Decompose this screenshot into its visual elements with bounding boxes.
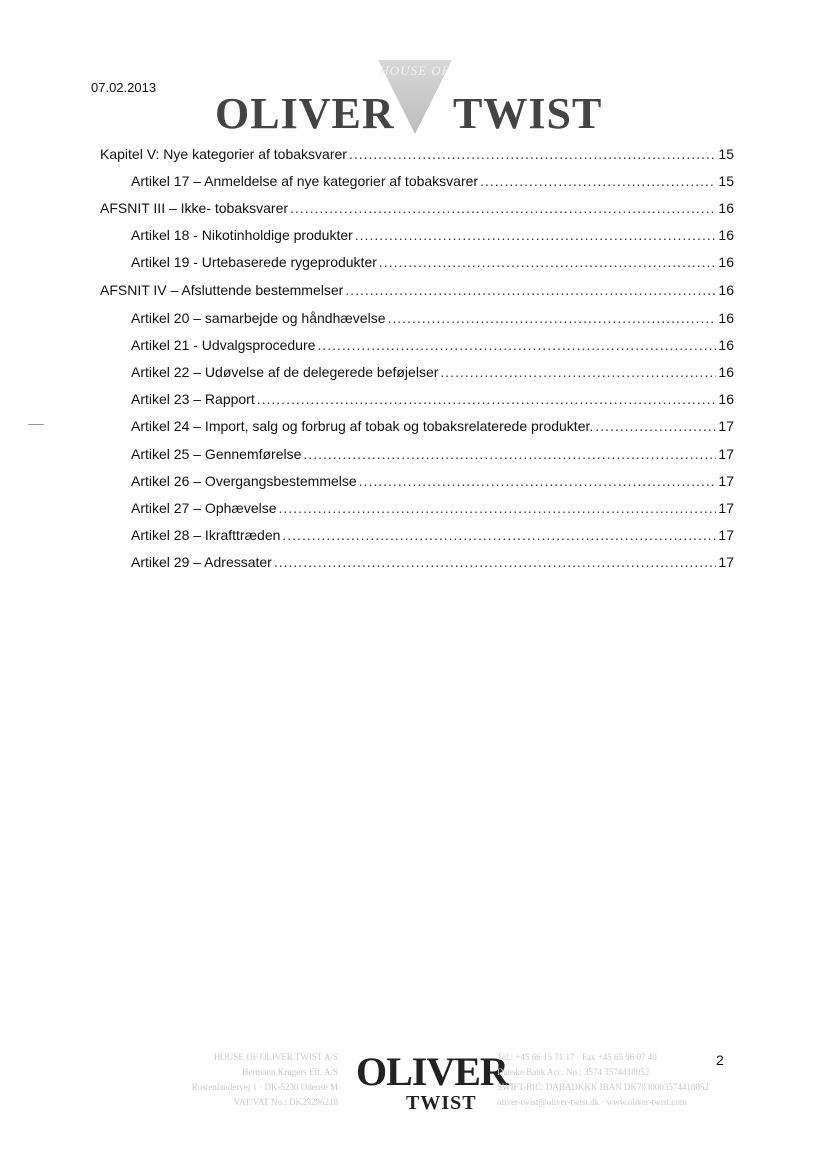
- toc-entry[interactable]: [131, 227, 734, 243]
- toc-entry[interactable]: [131, 337, 734, 353]
- toc-entry-title: Artikel 22 – Udøvelse af de delegerede beføjelser: [131, 364, 439, 380]
- toc-entry[interactable]: [131, 473, 734, 489]
- toc-entry-title: Artikel 26 – Overgangsbestemmelse: [131, 473, 357, 489]
- toc-entry[interactable]: [131, 554, 734, 570]
- toc-entry-page: 17: [718, 418, 734, 434]
- toc-dot-leader: [345, 282, 716, 298]
- toc-entry-page: 17: [718, 473, 734, 489]
- page-number: 2: [716, 1052, 724, 1068]
- toc-entry[interactable]: [131, 254, 734, 270]
- toc-entry[interactable]: [100, 146, 734, 162]
- toc-dot-leader: [379, 254, 716, 270]
- toc-entry[interactable]: [100, 282, 734, 298]
- toc-entry-title: Artikel 17 – Anmeldelse af nye kategorier af tobaksvarer: [131, 173, 479, 189]
- toc-entry-title: Artikel 19 - Urtebaserede rygeprodukter: [131, 254, 377, 270]
- margin-dash: [28, 424, 44, 425]
- toc-entry[interactable]: [131, 500, 734, 516]
- toc-entry-title: Artikel 27 – Ophævelse: [131, 500, 277, 516]
- toc-entry-title: Artikel 21 - Udvalgsprocedure: [131, 337, 316, 353]
- toc-entry-title: Kapitel V: Nye kategorier af tobaksvarer: [100, 146, 347, 162]
- toc-dot-leader: [317, 337, 716, 353]
- toc-entry-page: 17: [718, 500, 734, 516]
- logo-house-of: HOUSE OF: [379, 63, 451, 78]
- footer-contact-info: [497, 1050, 787, 1110]
- toc-entry[interactable]: [131, 173, 734, 189]
- footer-company-info: [110, 1050, 338, 1110]
- footer-logo-oliver: OLIVER: [356, 1049, 508, 1094]
- toc-entry[interactable]: [131, 310, 734, 326]
- toc-dot-leader: [359, 473, 716, 489]
- toc-entry-page: 16: [718, 337, 734, 353]
- toc-dot-leader: [279, 500, 716, 516]
- toc-dot-leader: [349, 146, 716, 162]
- footer-logo-twist: TWIST: [406, 1092, 477, 1114]
- footer-line: Tel.: +45 66 15 71 17 · Fax +45 65 96 07 40: [497, 1052, 657, 1062]
- toc-entry-page: 16: [718, 254, 734, 270]
- toc-entry-page: 15: [718, 146, 734, 162]
- toc-dot-leader: [282, 527, 716, 543]
- toc-entry-title: Artikel 25 – Gennemførelse: [131, 446, 302, 462]
- toc-entry[interactable]: [100, 200, 734, 216]
- footer-line: oliver-twist@oliver-twist.dk · www.oliver-twist.com: [497, 1097, 687, 1107]
- toc-dot-leader: [274, 554, 716, 570]
- footer-line: Danske Bank Acc. No.: 3574 3574418052: [497, 1067, 650, 1077]
- toc-entry-page: 16: [718, 364, 734, 380]
- toc-entry-title: Artikel 24 – Import, salg og forbrug af tobak og tobaksrelaterede produkter.: [131, 418, 594, 434]
- toc-entry-page: 17: [718, 554, 734, 570]
- toc-entry-title: Artikel 20 – samarbejde og håndhævelse: [131, 310, 386, 326]
- toc-entry[interactable]: [131, 446, 734, 462]
- toc-dot-leader: [480, 173, 716, 189]
- toc-entry-page: 16: [718, 282, 734, 298]
- toc-dot-leader: [388, 310, 717, 326]
- logo-word-twist: TWIST: [453, 89, 603, 138]
- footer-line: VAT/VAT No.: DK29296218: [233, 1097, 338, 1107]
- logo-word-oliver: OLIVER: [215, 89, 395, 138]
- toc-entry-title: Artikel 29 – Adressater: [131, 554, 272, 570]
- toc-entry-page: 16: [718, 391, 734, 407]
- toc-entry-title: Artikel 28 – Ikrafttræden: [131, 527, 281, 543]
- toc-entry[interactable]: [131, 364, 734, 380]
- house-of-oliver-twist-logo: [215, 60, 603, 140]
- footer-line: Hermann Krugers Eft. A/S: [242, 1067, 338, 1077]
- toc-dot-leader: [257, 391, 716, 407]
- toc-entry-page: 16: [718, 200, 734, 216]
- date-label: 07.02.2013: [91, 80, 157, 95]
- toc-dot-leader: [303, 446, 716, 462]
- toc-entry-page: 17: [718, 446, 734, 462]
- footer-line: HOUSE OF OLIVER TWIST A/S: [213, 1052, 338, 1062]
- toc-entry[interactable]: [131, 418, 734, 434]
- toc-entry-title: AFSNIT III – Ikke- tobaksvarer: [100, 200, 289, 216]
- footer-oliver-twist-logo: [342, 1048, 508, 1120]
- toc-dot-leader: [440, 364, 716, 380]
- toc-entry-page: 17: [718, 527, 734, 543]
- toc-entry[interactable]: [131, 527, 734, 543]
- toc-entry[interactable]: [131, 391, 734, 407]
- footer-line: Rostenlanderyej 1 · DK-5230 Odense M: [191, 1082, 338, 1092]
- footer-line: SWIFT-BIC: DABADKKK IBAN DK7030003574418052: [497, 1082, 709, 1092]
- page-footer: [0, 1040, 826, 1140]
- toc-entry-title: Artikel 18 - Nikotinholdige produkter: [131, 227, 353, 243]
- toc-dot-leader: [290, 200, 716, 216]
- toc-dot-leader: [355, 227, 716, 243]
- toc-entry-page: 15: [718, 173, 734, 189]
- toc-dot-leader: [595, 418, 716, 434]
- toc-entry-page: 16: [718, 310, 734, 326]
- toc-entry-title: Artikel 23 – Rapport: [131, 391, 255, 407]
- toc-entry-page: 16: [718, 227, 734, 243]
- toc-entry-title: AFSNIT IV – Afsluttende bestemmelser: [100, 282, 344, 298]
